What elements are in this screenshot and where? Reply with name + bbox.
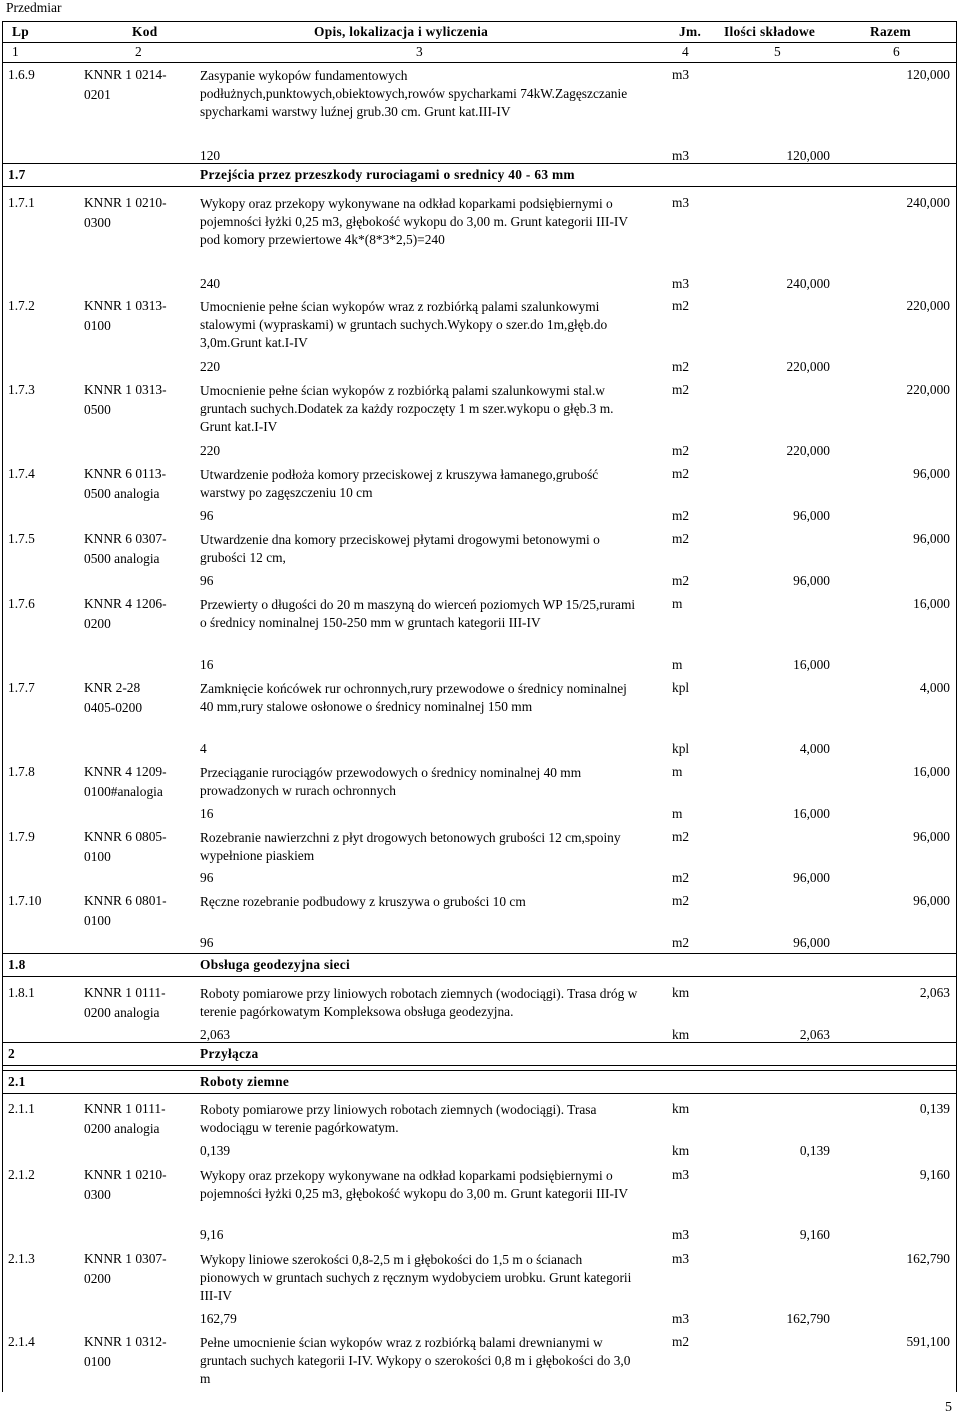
quantity-value: 9,160: [799, 1227, 830, 1242]
row-total: 591,100: [906, 1334, 950, 1349]
row-unit: m: [672, 596, 683, 611]
table-right-border: [956, 21, 957, 1392]
quantity-value: 240,000: [786, 276, 830, 291]
row-description: Utwardzenie dna komory przeciskowej płytami drogowymi betonowymi o grubości 12 cm,: [200, 532, 600, 565]
quantity-unit: m2: [672, 443, 690, 458]
table-left-border: [2, 21, 3, 1392]
row-kod: KNNR 1 0111-: [84, 1101, 166, 1116]
section-title: Roboty ziemne: [200, 1074, 290, 1089]
row-total: 4,000: [919, 680, 950, 695]
row-kod: KNNR 1 0210-: [84, 195, 167, 210]
row-total: 9,160: [919, 1167, 950, 1182]
quantity-expression: 162,79: [200, 1311, 237, 1326]
row-kod-cont: 0500 analogia: [84, 486, 160, 501]
row-kod-cont: 0500 analogia: [84, 551, 160, 566]
row-lp: 2.1.2: [8, 1167, 35, 1182]
row-kod: KNNR 6 0801-: [84, 893, 167, 908]
section-header: [2, 1070, 956, 1094]
row-kod-cont: 0200 analogia: [84, 1005, 160, 1020]
row-lp: 1.7.7: [8, 680, 35, 695]
quantity-value: 96,000: [793, 935, 830, 950]
row-description: Roboty pomiarowe przy liniowych robotach ziemnych (wodociągi). Trasa dróg w terenie pagórkowatym Kompleksowa obsługa geodezyjna.: [200, 986, 638, 1019]
table-header: [2, 21, 956, 43]
quantity-value: 16,000: [793, 657, 830, 672]
quantity-value: 16,000: [793, 806, 830, 821]
row-kod: KNNR 1 0210-: [84, 1167, 167, 1182]
row-description: Umocnienie pełne ścian wykopów wraz z rozbiórką palami szalunkowymi stalowymi (wypraskami) w gruntach suchych.Wykopy o szer.do 1m,głęb.do 3,0m.Grunt kat.I-IV: [200, 299, 608, 350]
row-kod-cont: 0200: [84, 1271, 111, 1286]
row-unit: m: [672, 764, 683, 779]
row-unit: km: [672, 1101, 690, 1116]
row-unit: m3: [672, 1167, 690, 1182]
header-ilosci: Ilości składowe: [724, 24, 816, 39]
row-kod: KNNR 1 0307-: [84, 1251, 167, 1266]
row-kod-cont: 0100: [84, 318, 111, 333]
row-kod-cont: 0100: [84, 913, 111, 928]
row-description: Roboty pomiarowe przy liniowych robotach ziemnych (wodociągi). Trasa wodociągu w terenie pagórkowatym.: [200, 1102, 597, 1135]
row-total: 0,139: [919, 1101, 950, 1116]
row-description: Zasypanie wykopów fundamentowych podłużnych,punktowych,obiektowych,rowów spycharkami 74kW.Zagęszczanie spycharkami warstwy luźnej grub.30 cm. Grunt kat.III-IV: [200, 68, 628, 119]
row-kod-cont: 0300: [84, 1187, 111, 1202]
row-description: Pełne umocnienie ścian wykopów wraz z rozbiórką balami drewnianymi w gruntach suchych kategorii I-IV. Wykopy o szerokości 0,8 m i głębokości do 3,0 m: [200, 1335, 631, 1386]
row-total: 162,790: [906, 1251, 950, 1266]
row-lp: 1.7.2: [8, 298, 35, 313]
row-kod: KNNR 6 0113-: [84, 466, 167, 481]
header-kod: Kod: [132, 24, 158, 39]
row-kod-cont: 0100: [84, 849, 111, 864]
quantity-unit: m2: [672, 935, 690, 950]
quantity-expression: 96: [200, 508, 214, 523]
row-description: Zamknięcie końcówek rur ochronnych,rury przewodowe o średnicy nominalnej 40 mm,rury stalowe osłonowe o średnicy nominalnej 150 mm: [200, 681, 627, 714]
row-lp: 1.7.3: [8, 382, 35, 397]
quantity-unit: km: [672, 1027, 690, 1042]
row-unit: kpl: [672, 680, 690, 695]
row-kod: KNNR 1 0111-: [84, 985, 166, 1000]
row-kod-cont: 0100: [84, 1354, 111, 1369]
document-title: Przedmiar: [6, 0, 62, 15]
row-lp: 1.7.5: [8, 531, 35, 546]
row-unit: m3: [672, 1251, 690, 1266]
quantity-expression: 96: [200, 935, 214, 950]
quantity-expression: 16: [200, 657, 214, 672]
row-total: 120,000: [906, 67, 950, 82]
row-kod: KNNR 1 0312-: [84, 1334, 167, 1349]
quantity-expression: 220: [200, 359, 221, 374]
row-kod: KNNR 1 0313-: [84, 382, 167, 397]
row-lp: 2.1.4: [8, 1334, 35, 1349]
row-kod: KNNR 6 0307-: [84, 531, 167, 546]
row-total: 220,000: [906, 382, 950, 397]
quantity-unit: m3: [672, 276, 690, 291]
section-title: Obsługa geodezyjna sieci: [200, 957, 351, 972]
row-total: 96,000: [913, 829, 950, 844]
quantity-unit: m3: [672, 1227, 690, 1242]
row-total: 2,063: [919, 985, 950, 1000]
row-kod-cont: 0300: [84, 215, 111, 230]
section-lp: 2: [8, 1046, 15, 1061]
row-description: Umocnienie pełne ścian wykopów z rozbiórką palami szalunkowymi stal.w gruntach suchych.Dodatek za każdy rozpoczęty 1 m szer.wykopu o głęb.3 m. Grunt kat.I-IV: [200, 383, 614, 434]
section-lp: 1.8: [8, 957, 26, 972]
quantity-unit: m2: [672, 359, 690, 374]
row-kod-cont: 0200 analogia: [84, 1121, 160, 1136]
row-description: Ręczne rozebranie podbudowy z kruszywa o grubości 10 cm: [200, 894, 526, 909]
quantity-value: 4,000: [799, 741, 830, 756]
row-total: 96,000: [913, 466, 950, 481]
header-lp: Lp: [12, 24, 29, 39]
quantity-expression: 0,139: [200, 1143, 231, 1158]
col-num-6: 6: [893, 44, 900, 59]
row-unit: m2: [672, 382, 690, 397]
row-kod: KNNR 6 0805-: [84, 829, 167, 844]
col-num-5: 5: [774, 44, 781, 59]
row-description: Utwardzenie podłoża komory przeciskowej z kruszywa łamanego,grubość warstwy po zagęszczeniu 10 cm: [200, 467, 599, 500]
section-lp: 2.1: [8, 1074, 26, 1089]
quantity-unit: m3: [672, 1311, 690, 1326]
quantity-expression: 4: [200, 741, 207, 756]
row-kod-cont: 0500: [84, 402, 111, 417]
page-number: 5: [945, 1400, 952, 1415]
quantity-value: 120,000: [786, 148, 830, 163]
quantity-value: 96,000: [793, 870, 830, 885]
col-num-1: 1: [12, 44, 19, 59]
row-unit: m2: [672, 893, 690, 908]
row-lp: 2.1.1: [8, 1101, 35, 1116]
row-lp: 1.7.6: [8, 596, 35, 611]
row-unit: m2: [672, 829, 690, 844]
row-total: 240,000: [906, 195, 950, 210]
row-kod: KNNR 4 1206-: [84, 596, 167, 611]
quantity-unit: m2: [672, 870, 690, 885]
quantity-expression: 220: [200, 443, 221, 458]
row-kod: KNNR 4 1209-: [84, 764, 167, 779]
quantity-value: 162,790: [786, 1311, 830, 1326]
section-lp: 1.7: [8, 167, 26, 182]
quantity-expression: 96: [200, 573, 214, 588]
row-unit: m2: [672, 298, 690, 313]
row-unit: m3: [672, 195, 690, 210]
quantity-expression: 2,063: [200, 1027, 231, 1042]
quantity-value: 96,000: [793, 573, 830, 588]
row-description: Wykopy liniowe szerokości 0,8-2,5 m i głębokości do 1,5 m o ścianach pionowych w gruntach suchych z ręcznym wydobyciem urobku. Grunt kategorii III-IV: [200, 1252, 632, 1303]
row-total: 96,000: [913, 531, 950, 546]
quantity-value: 0,139: [799, 1143, 830, 1158]
row-lp: 1.7.9: [8, 829, 35, 844]
row-description: Przewierty o długości do 20 m maszyną do wierceń poziomych WP 15/25,rurami o średnicy nominalnej 150-250 mm w gruntach kategorii III-IV: [200, 597, 636, 630]
quantity-expression: 120: [200, 148, 221, 163]
row-description: Rozebranie nawierzchni z płyt drogowych betonowych grubości 12 cm,spoiny wypełnione piaskiem: [200, 830, 621, 863]
col-num-3: 3: [416, 44, 423, 59]
row-lp: 1.7.4: [8, 466, 35, 481]
row-unit: m2: [672, 1334, 690, 1349]
section-header: [2, 1042, 956, 1066]
quantity-expression: 96: [200, 870, 214, 885]
row-kod: KNNR 1 0313-: [84, 298, 167, 313]
quantity-value: 96,000: [793, 508, 830, 523]
quantity-value: 220,000: [786, 359, 830, 374]
header-jm: Jm.: [679, 24, 702, 39]
row-kod-cont: 0405-0200: [84, 700, 143, 715]
row-unit: km: [672, 985, 690, 1000]
row-lp: 1.7.10: [8, 893, 42, 908]
quantity-unit: m: [672, 806, 683, 821]
row-total: 16,000: [913, 764, 950, 779]
section-header: [2, 163, 956, 187]
row-total: 16,000: [913, 596, 950, 611]
row-description: Wykopy oraz przekopy wykonywane na odkład koparkami podsiębiernymi o pojemności łyżki 0,25 m3, głębokość wykopu do 3,00 m. Grunt kategorii III-IV pod komory przewiertowe 4k*(8*3*2,5)=240: [200, 196, 628, 247]
quantity-unit: m2: [672, 508, 690, 523]
row-lp: 1.7.8: [8, 764, 35, 779]
quantity-unit: m3: [672, 148, 690, 163]
row-unit: m2: [672, 466, 690, 481]
quantity-unit: kpl: [672, 741, 690, 756]
quantity-unit: m: [672, 657, 683, 672]
quantity-expression: 240: [200, 276, 221, 291]
row-lp: 2.1.3: [8, 1251, 35, 1266]
row-total: 96,000: [913, 893, 950, 908]
row-lp: 1.8.1: [8, 985, 35, 1000]
row-description: Przeciąganie rurociągów przewodowych o średnicy nominalnej 40 mm prowadzonych w rurach ochronnych: [200, 765, 582, 798]
row-unit: m2: [672, 531, 690, 546]
quantity-expression: 9,16: [200, 1227, 224, 1242]
col-num-4: 4: [682, 44, 689, 59]
col-num-2: 2: [135, 44, 142, 59]
row-kod-cont: 0100#analogia: [84, 784, 163, 799]
row-lp: 1.6.9: [8, 67, 35, 82]
row-description: Wykopy oraz przekopy wykonywane na odkład koparkami podsiębiernymi o pojemności łyżki 0,25 m3, głębokość wykopu do 3,00 m. Grunt kategorii III-IV: [200, 1168, 629, 1201]
quantity-unit: km: [672, 1143, 690, 1158]
row-total: 220,000: [906, 298, 950, 313]
row-kod-cont: 0200: [84, 616, 111, 631]
column-numbers-row: [2, 42, 956, 63]
row-kod-cont: 0201: [84, 87, 111, 102]
header-opis: Opis, lokalizacja i wyliczenia: [314, 24, 489, 39]
section-header: [2, 953, 956, 977]
quantity-value: 220,000: [786, 443, 830, 458]
row-unit: m3: [672, 67, 690, 82]
row-lp: 1.7.1: [8, 195, 35, 210]
quantity-value: 2,063: [799, 1027, 830, 1042]
quantity-unit: m2: [672, 573, 690, 588]
header-razem: Razem: [870, 24, 911, 39]
row-kod: KNR 2-28: [84, 680, 141, 695]
quantity-expression: 16: [200, 806, 214, 821]
row-kod: KNNR 1 0214-: [84, 67, 167, 82]
section-title: Przejścia przez przeszkody rurociagami o srednicy 40 - 63 mm: [200, 167, 575, 182]
section-title: Przyłącza: [200, 1046, 259, 1061]
